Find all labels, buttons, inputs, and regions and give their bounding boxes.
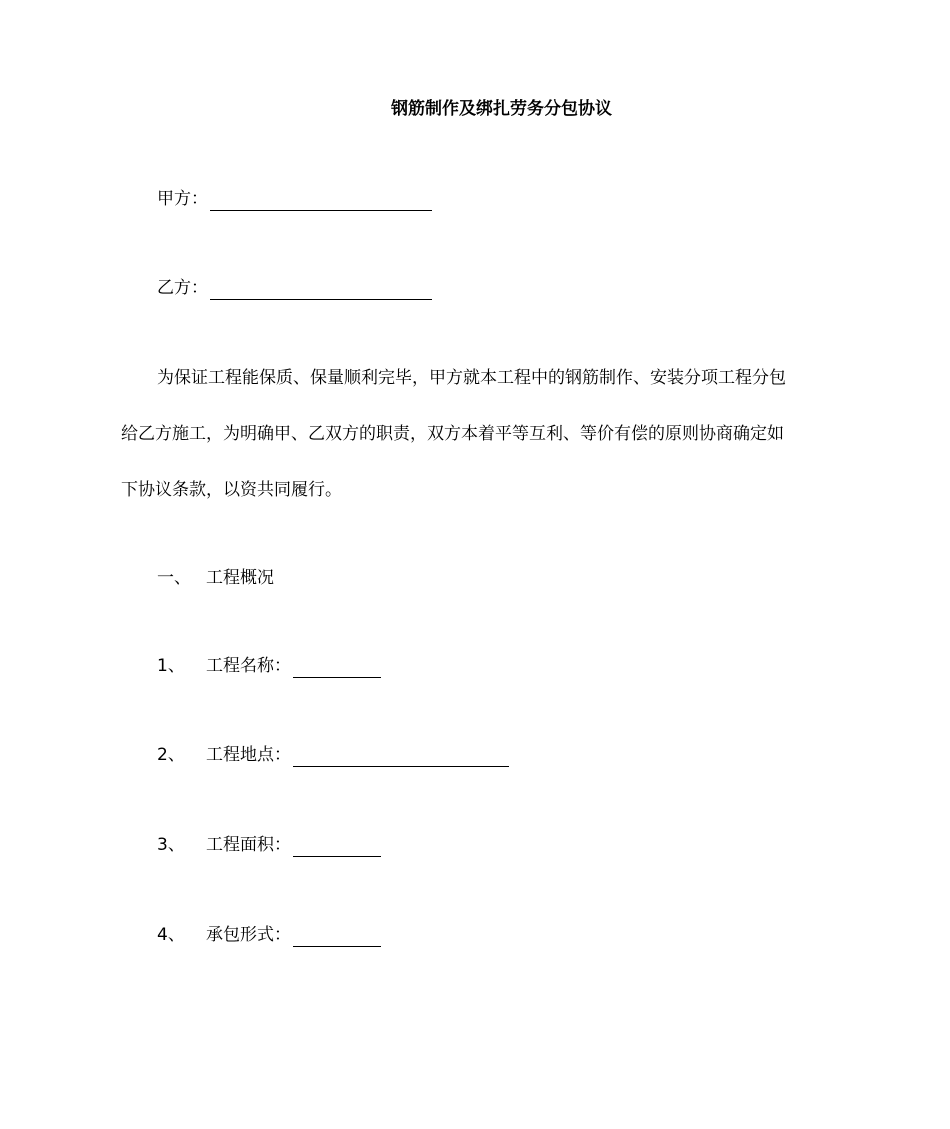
party-a-blank[interactable] <box>210 190 432 211</box>
item-number: 1、 <box>157 656 185 676</box>
party-b-label: 乙方： <box>157 278 208 298</box>
item-label: 承包形式： <box>206 925 291 945</box>
section-1-heading <box>157 566 274 590</box>
party-b-line <box>157 276 432 300</box>
section-1-number: 一、 <box>157 568 191 588</box>
contract-form-blank[interactable] <box>293 926 381 947</box>
item-number: 4、 <box>157 925 185 945</box>
project-location-blank[interactable] <box>293 746 509 767</box>
item-contract-form <box>157 923 381 947</box>
party-a-label: 甲方： <box>157 189 208 209</box>
project-name-blank[interactable] <box>293 657 381 678</box>
intro-line-2: 给乙方施工，为明确甲、乙双方的职责，双方本着平等互利、等价有偿的原则协商确定如 <box>121 424 784 444</box>
intro-line-3: 下协议条款，以资共同履行。 <box>121 480 342 500</box>
item-label: 工程面积： <box>206 835 291 855</box>
item-project-location <box>157 743 509 767</box>
party-a-line <box>157 187 432 211</box>
item-label: 工程地点： <box>206 745 291 765</box>
intro-line-1: 为保证工程能保质、保量顺利完毕，甲方就本工程中的钢筋制作、安装分项工程分包 <box>157 368 786 388</box>
project-area-blank[interactable] <box>293 836 381 857</box>
item-number: 2、 <box>157 745 185 765</box>
item-number: 3、 <box>157 835 185 855</box>
item-project-area <box>157 833 381 857</box>
item-label: 工程名称： <box>206 656 291 676</box>
party-b-blank[interactable] <box>210 279 432 300</box>
item-project-name <box>157 654 381 678</box>
document-title: 钢筋制作及绑扎劳务分包协议 <box>391 99 612 119</box>
section-1-title: 工程概况 <box>206 568 274 588</box>
